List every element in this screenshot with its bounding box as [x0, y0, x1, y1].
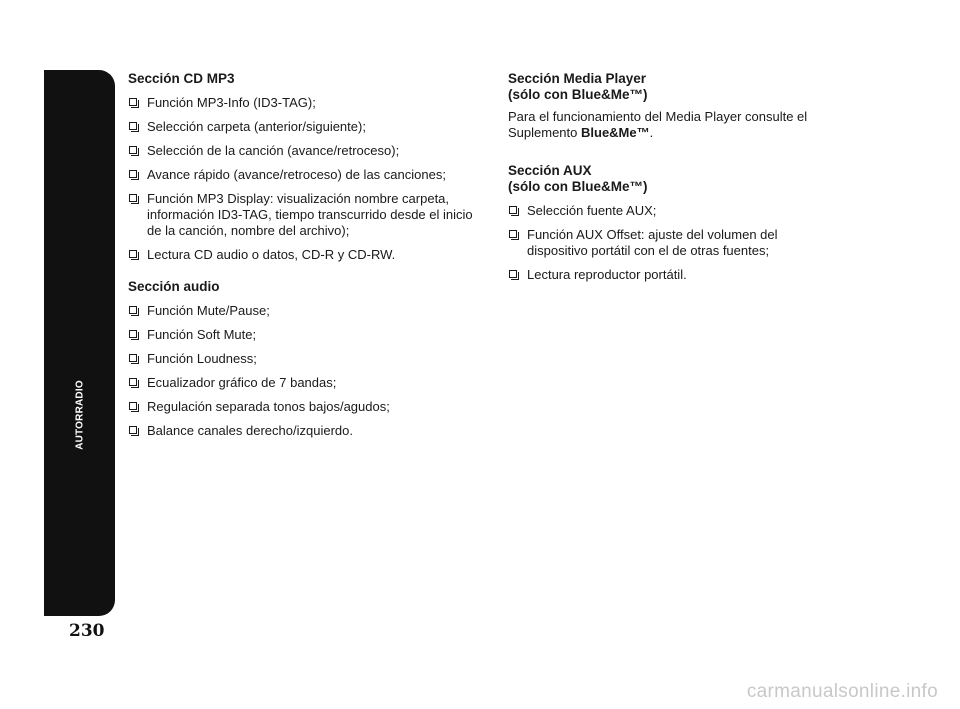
section-heading: Sección CD MP3 — [128, 71, 235, 86]
checkbox-bullet-icon — [129, 330, 137, 338]
list-item — [128, 95, 483, 111]
list-item — [128, 247, 483, 263]
checkbox-bullet-icon — [129, 250, 137, 258]
list-item — [128, 143, 483, 159]
section-paragraph — [508, 109, 838, 141]
list-item-text: Función Mute/Pause; — [147, 303, 270, 318]
left-column — [128, 71, 483, 439]
checkbox-bullet-icon — [509, 230, 517, 238]
section-audio — [128, 279, 483, 439]
list-item-text: Función MP3-Info (ID3-TAG); — [147, 95, 316, 110]
list-item-text: Lectura CD audio o datos, CD-R y CD-RW. — [147, 247, 396, 262]
checkbox-bullet-icon — [129, 354, 137, 362]
checkbox-bullet-icon — [129, 426, 137, 434]
section-subheading: (sólo con Blue&Me™) — [508, 179, 648, 194]
paragraph-bold-text: Blue&Me™ — [581, 125, 650, 140]
list-item — [128, 191, 483, 239]
list-item — [128, 375, 483, 391]
checkbox-bullet-icon — [129, 122, 137, 130]
paragraph-text: Para el funcionamiento del Media Player consulte el Suplemento — [508, 109, 808, 140]
list-item-text: Balance canales derecho/izquierdo. — [147, 423, 353, 438]
right-column — [508, 71, 838, 283]
list-item-text: Selección fuente AUX; — [527, 203, 657, 218]
checkbox-bullet-icon — [129, 98, 137, 106]
checkbox-bullet-icon — [509, 206, 517, 214]
list-item-text: Regulación separada tonos bajos/agudos; — [147, 399, 390, 414]
list-item-text: Avance rápido (avance/retroceso) de las canciones; — [147, 167, 446, 182]
checkbox-bullet-icon — [129, 402, 137, 410]
list-item-text: Selección de la canción (avance/retroceso); — [147, 143, 400, 158]
list-item — [508, 227, 838, 259]
list-item — [128, 351, 483, 367]
checkbox-bullet-icon — [129, 146, 137, 154]
list-item — [128, 119, 483, 135]
list-item-text: Función MP3 Display: visualización nombre carpeta, información ID3-TAG, tiempo transcurrido desde el inicio de la canción, nombre del archivo); — [147, 191, 473, 238]
checkbox-bullet-icon — [509, 270, 517, 278]
section-media-player — [508, 71, 838, 141]
list-item — [128, 327, 483, 343]
section-aux — [508, 163, 838, 283]
checkbox-bullet-icon — [129, 378, 137, 386]
list-item — [508, 267, 838, 283]
section-heading: Sección AUX — [508, 163, 592, 178]
checkbox-bullet-icon — [129, 170, 137, 178]
section-subheading: (sólo con Blue&Me™) — [508, 87, 648, 102]
checkbox-bullet-icon — [129, 194, 137, 202]
list-item — [128, 167, 483, 183]
list-item-text: Ecualizador gráfico de 7 bandas; — [147, 375, 337, 390]
list-item — [128, 399, 483, 415]
list-item — [508, 203, 838, 219]
list-item-text: Selección carpeta (anterior/siguiente); — [147, 119, 366, 134]
list-item — [128, 423, 483, 439]
list-item-text: Función AUX Offset: ajuste del volumen del dispositivo portátil con el de otras fuentes; — [527, 227, 778, 258]
list-item-text: Lectura reproductor portátil. — [527, 267, 687, 282]
list-item-text: Función Loudness; — [147, 351, 257, 366]
page-number: 230 — [69, 621, 105, 641]
list-item-text: Función Soft Mute; — [147, 327, 257, 342]
list-item — [128, 303, 483, 319]
section-cd-mp3 — [128, 71, 483, 263]
section-heading: Sección audio — [128, 279, 220, 294]
watermark: carmanualsonline.info — [746, 681, 938, 702]
side-tab-label: AUTORRADIO — [74, 380, 85, 450]
section-heading: Sección Media Player — [508, 71, 647, 86]
checkbox-bullet-icon — [129, 306, 137, 314]
side-tab — [44, 70, 115, 616]
paragraph-end: . — [649, 125, 654, 140]
